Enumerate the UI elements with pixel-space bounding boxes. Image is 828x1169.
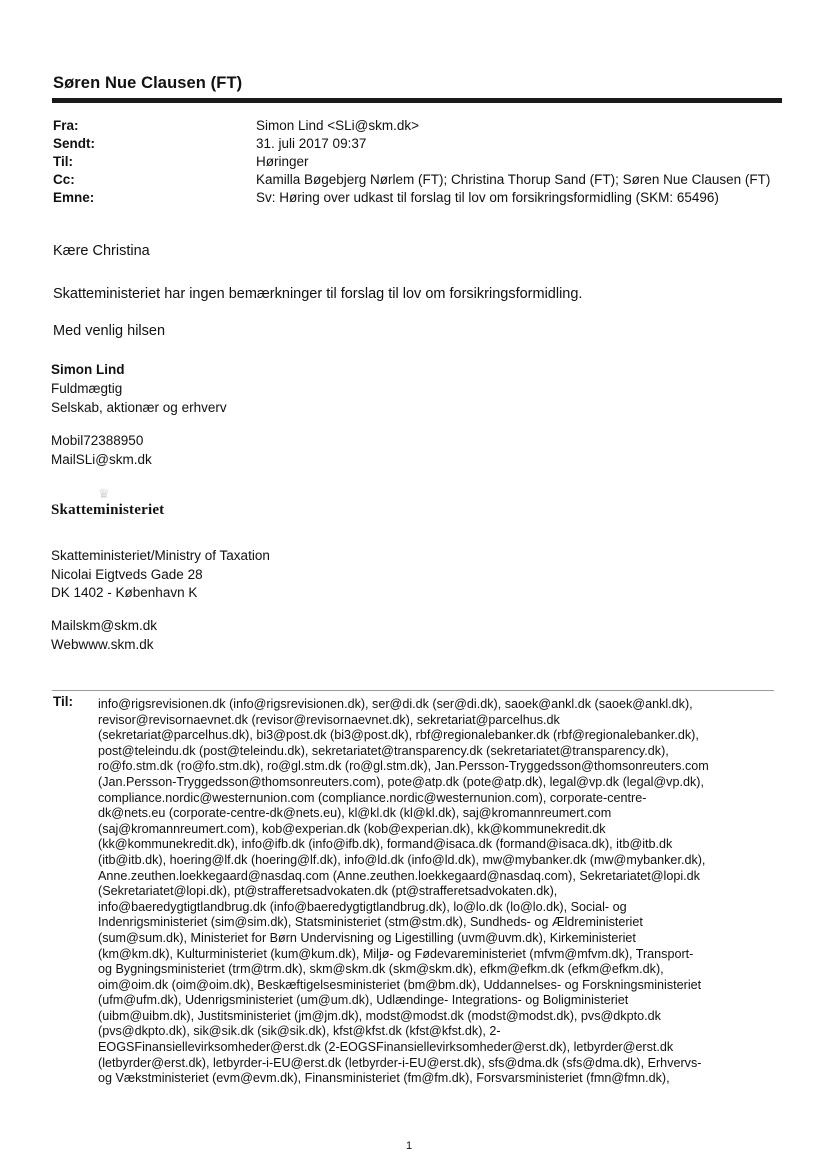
closing: Med venlig hilsen xyxy=(53,323,166,339)
recipient-line: (saj@kromannreumert.com), kob@experian.dk (kob@experian.dk), kk@kommunekredit.dk xyxy=(98,821,606,836)
signature-title: Fuldmægtig xyxy=(51,381,123,396)
header-divider xyxy=(52,98,782,103)
cc-label: Cc: xyxy=(53,172,75,187)
recipients-label: Til: xyxy=(53,694,73,709)
recipient-line: post@teleindu.dk (post@teleindu.dk), sekretariatet@transparency.dk (sekretariatet@transparency.dk), xyxy=(98,743,669,758)
recipient-line: oim@oim.dk (oim@oim.dk), Beskæftigelsesministeriet (bm@bm.dk), Uddannelses- og Forskningsministeriet xyxy=(98,977,702,992)
recipient-line: Anne.zeuthen.loekkegaard@nasdaq.com (Anne.zeuthen.loekkegaard@nasdaq.com), Sekretariatet@lopi.dk xyxy=(98,868,700,883)
recipient-line: revisor@revisornaevnet.dk (revisor@revisornaevnet.dk), sekretariat@parcelhus.dk xyxy=(98,712,560,727)
recipient-line: (itb@itb.dk), hoering@lf.dk (hoering@lf.dk), info@ld.dk (info@ld.dk), mw@mybanker.dk (mw@mybanker.dk), xyxy=(98,852,706,867)
recipient-line: info@baeredygtigtlandbrug.dk (info@baeredygtigtlandbrug.dk), lo@lo.dk (lo@lo.dk), Social- og xyxy=(98,899,627,914)
recipient-line: (ufm@ufm.dk), Udenrigsministeriet (um@um.dk), Udlændinge- Integrations- og Boligministeriet xyxy=(98,993,629,1008)
recipient-line: (km@km.dk), Kulturministeriet (kum@kum.dk), Miljø- og Fødevareministeriet (mfvm@mfvm.dk), Transport- xyxy=(98,946,694,961)
recipient-line: compliance.nordic@westernunion.com (compliance.nordic@westernunion.com), corporate-centre- xyxy=(98,790,647,805)
recipient-line: og Bygningsministeriet (trm@trm.dk), skm@skm.dk (skm@skm.dk), efkm@efkm.dk (efkm@efkm.dk), xyxy=(98,962,664,977)
org-web: Webwww.skm.dk xyxy=(51,637,154,652)
to-label: Til: xyxy=(53,154,73,169)
recipient-line: (Jan.Persson-Tryggedsson@thomsonreuters.com), pote@atp.dk (pote@atp.dk), legal@vp.dk (legal@vp.dk), xyxy=(98,774,704,789)
signature-department: Selskab, aktionær og erhverv xyxy=(51,400,227,415)
signature-mobile: Mobil72388950 xyxy=(51,433,144,448)
signature-mail: MailSLi@skm.dk xyxy=(51,452,152,467)
subject-label: Emne: xyxy=(53,190,95,205)
ministry-logo: Skatteministeriet xyxy=(51,502,165,518)
page-number: 1 xyxy=(406,1140,413,1152)
recipient-line: EOGSFinansiellevirksomheder@erst.dk (2-EOGSFinansiellevirksomheder@erst.dk), letbyrder@erst.dk xyxy=(98,1040,674,1055)
message-paragraph: Skatteministeriet har ingen bemærkninger til forslag til lov om forsikringsformidling. xyxy=(53,286,583,302)
recipient-line: (sekretariat@parcelhus.dk), bi3@post.dk (bi3@post.dk), rbf@regionalebanker.dk (rbf@regionalebanker.dk), xyxy=(98,728,699,743)
crown-icon: ♛ xyxy=(98,486,110,501)
signature-name: Simon Lind xyxy=(51,362,125,377)
recipient-line: (sum@sum.dk), Ministeriet for Børn Undervisning og Ligestilling (uvm@uvm.dk), Kirkeministeriet xyxy=(98,930,636,945)
to-value: Høringer xyxy=(256,154,309,169)
recipient-line: ro@fo.stm.dk (ro@fo.stm.dk), ro@gl.stm.dk (ro@gl.stm.dk), Jan.Persson-Tryggedsson@thomsonreuters.com xyxy=(98,759,709,774)
recipient-line: Indenrigsministeriet (sim@sim.dk), Statsministeriet (stm@stm.dk), Sundheds- og Ældreministeriet xyxy=(98,915,643,930)
recipient-line: dk@nets.eu (corporate-centre-dk@nets.eu), kl@kl.dk (kl@kl.dk), saj@kromannreumert.com xyxy=(98,806,612,821)
recipients-divider xyxy=(52,690,774,691)
from-label: Fra: xyxy=(53,118,79,133)
org-mail: Mailskm@skm.dk xyxy=(51,618,157,633)
from-value: Simon Lind <SLi@skm.dk> xyxy=(256,118,420,133)
mailbox-owner-name: Søren Nue Clausen (FT) xyxy=(53,74,243,92)
recipient-line: (kk@kommunekredit.dk), info@ifb.dk (info@ifb.dk), formand@isaca.dk (formand@isaca.dk), itb@itb.dk xyxy=(98,837,673,852)
recipient-line: og Vækstministeriet (evm@evm.dk), Finansministeriet (fm@fm.dk), Forsvarsministeriet (fmn@fmn.dk), xyxy=(98,1071,670,1086)
org-name: Skatteministeriet/Ministry of Taxation xyxy=(51,548,270,563)
greeting: Kære Christina xyxy=(53,243,150,259)
recipient-line: (uibm@uibm.dk), Justitsministeriet (jm@jm.dk), modst@modst.dk (modst@modst.dk), pvs@dkpto.dk xyxy=(98,1008,661,1023)
subject-value: Sv: Høring over udkast til forslag til lov om forsikringsformidling (SKM: 65496) xyxy=(256,190,719,205)
recipient-line: info@rigsrevisionen.dk (info@rigsrevisionen.dk), ser@di.dk (ser@di.dk), saoek@ankl.dk (saoek@ankl.dk), xyxy=(98,697,693,711)
recipient-line: (pvs@dkpto.dk), sik@sik.dk (sik@sik.dk), kfst@kfst.dk (kfst@kfst.dk), 2- xyxy=(98,1024,501,1039)
recipient-line: (Sekretariatet@lopi.dk), pt@strafferetsadvokaten.dk (pt@strafferetsadvokaten.dk), xyxy=(98,884,558,899)
recipients-list xyxy=(98,697,788,1102)
recipient-line: (letbyrder@erst.dk), letbyrder-i-EU@erst.dk (letbyrder-i-EU@erst.dk), sfs@dma.dk (sfs@dma.dk), Erhvervs- xyxy=(98,1055,702,1070)
recipient-line xyxy=(98,1087,788,1103)
cc-value: Kamilla Bøgebjerg Nørlem (FT); Christina Thorup Sand (FT); Søren Nue Clausen (FT) xyxy=(256,172,771,187)
sent-value: 31. juli 2017 09:37 xyxy=(256,136,367,151)
org-street: Nicolai Eigtveds Gade 28 xyxy=(51,567,203,582)
sent-label: Sendt: xyxy=(53,136,95,151)
org-city: DK 1402 - København K xyxy=(51,585,198,600)
